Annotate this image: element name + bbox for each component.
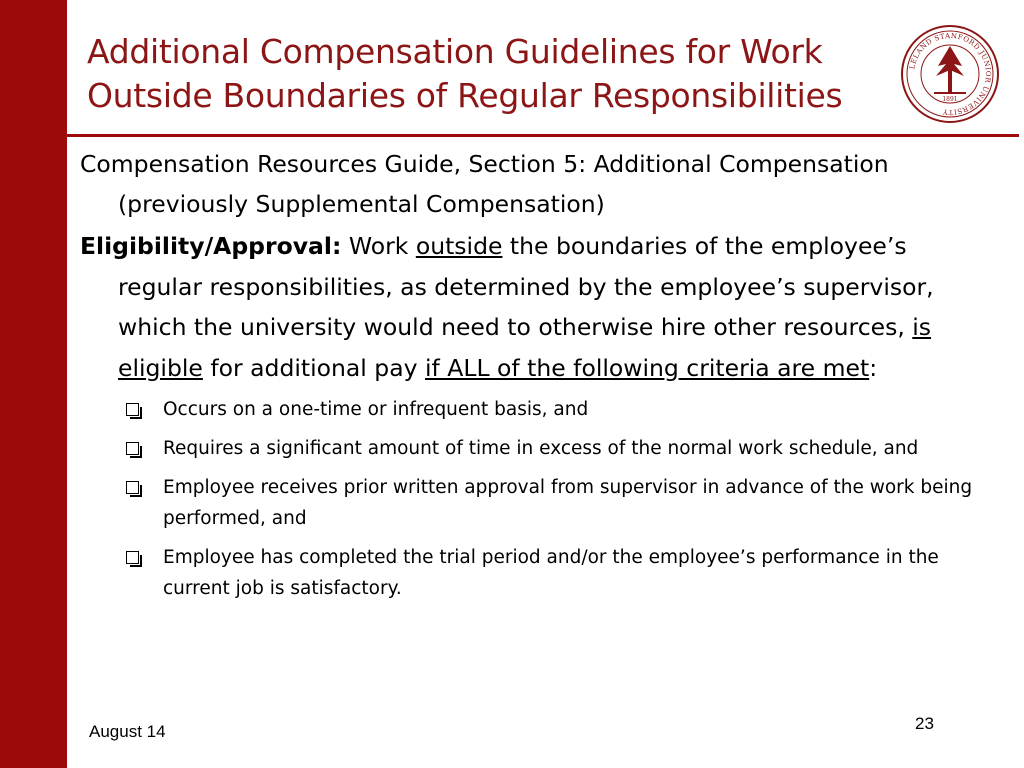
- eligibility-text-b: the boundaries of the employee’s regular responsibilities, as determined by the employee’s supervisor, which the university would need to otherwise hire other resources,: [118, 232, 934, 341]
- intro-paragraph: Compensation Resources Guide, Section 5: Additional Compensation (previously Supplemental Compensation): [80, 150, 889, 218]
- criteria-text: Occurs on a one-time or infrequent basis, and: [163, 399, 589, 420]
- eligibility-colon: :: [869, 353, 878, 382]
- criteria-text: Employee has completed the trial period and/or the employee’s performance in the current job is satisfactory.: [163, 547, 939, 599]
- title-line-2: Outside Boundaries of Regular Responsibilities: [87, 76, 843, 115]
- list-item: [80, 472, 980, 534]
- outside-emphasis: outside: [415, 232, 503, 260]
- slide-title: [87, 30, 887, 118]
- title-divider: [67, 134, 1019, 137]
- checkbox-bullet-icon: [126, 551, 139, 564]
- list-item: [80, 542, 980, 604]
- criteria-text: Requires a significant amount of time in excess of the normal work schedule, and: [163, 438, 919, 459]
- slide-body: [80, 144, 980, 612]
- eligibility-text-a: Work: [341, 232, 416, 260]
- eligibility-text-c: for additional pay: [202, 353, 426, 382]
- list-item: [80, 394, 980, 425]
- eligibility-label: Eligibility/Approval:: [80, 232, 342, 260]
- footer-date: August 14: [89, 722, 166, 741]
- list-item: [80, 433, 980, 464]
- page-number: 23: [915, 714, 934, 733]
- seal-year: 1891: [942, 96, 958, 103]
- is-eligible-emphasis: is eligible: [118, 313, 932, 382]
- checkbox-bullet-icon: [126, 442, 139, 455]
- criteria-text: Employee receives prior written approval from supervisor in advance of the work being performed, and: [163, 477, 973, 529]
- eligibility-paragraph: [80, 226, 980, 388]
- title-line-1: Additional Compensation Guidelines for Work: [87, 32, 823, 71]
- criteria-list: [80, 394, 980, 604]
- left-accent-bar: [0, 0, 67, 768]
- checkbox-bullet-icon: [126, 403, 139, 416]
- criteria-emphasis: if ALL of the following criteria are met: [425, 353, 870, 382]
- checkbox-bullet-icon: [126, 481, 139, 494]
- seal-ring-text: LELAND STANFORD JUNIOR UNIVERSITY: [908, 31, 993, 117]
- university-seal-logo: [900, 24, 1000, 124]
